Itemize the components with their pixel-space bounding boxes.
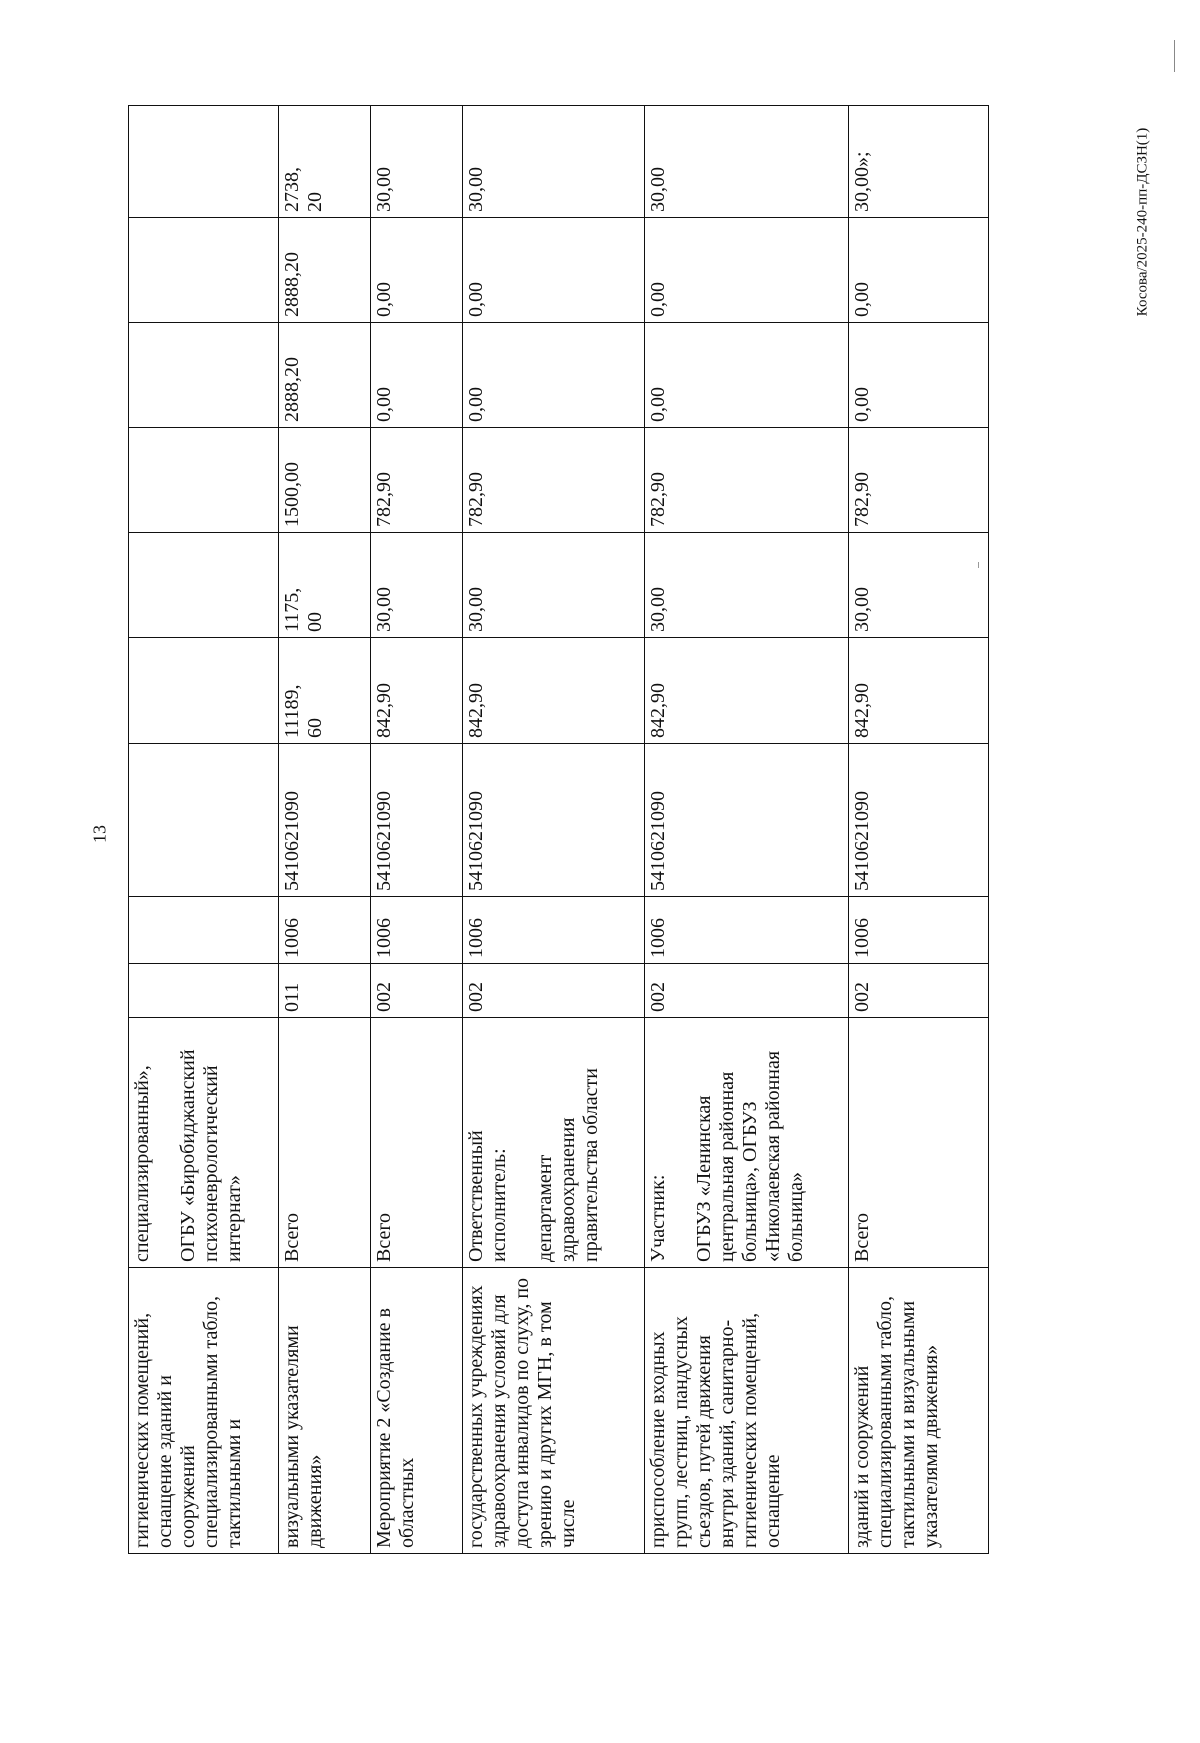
cell-y2021: 30,00 [645, 533, 849, 638]
cell-rzpr: 1006 [463, 897, 645, 964]
cell-total: 842,90 [371, 638, 463, 744]
cell-rzpr [129, 897, 279, 964]
cell-activity: государственных учреждениях здравоохранения условий для доступа инвалидов по слуху, по зрению и других МГН, в том числе [463, 1268, 645, 1554]
cell-executor: Всего [371, 1018, 463, 1268]
cell-executor: Всего [849, 1018, 989, 1268]
cell-grbs: 002 [849, 964, 989, 1018]
budget-table [128, 105, 989, 1554]
cell-y2021: 30,00 [849, 533, 989, 638]
cell-y2025: 2738, 20 [279, 106, 371, 218]
cell-y2023: 2888,20 [279, 323, 371, 428]
document-code: Косова/2025-240-пп-ДСЗН(1) [1134, 127, 1151, 317]
table-row [645, 106, 849, 1554]
cell-csr: 5410621090 [849, 744, 989, 897]
cell-rzpr: 1006 [645, 897, 849, 964]
cell-y2024: 0,00 [371, 218, 463, 323]
cell-y2024 [129, 218, 279, 323]
rotated-table-frame [128, 106, 988, 1554]
table-row [129, 106, 279, 1554]
cell-y2021: 1175, 00 [279, 533, 371, 638]
cell-total: 11189, 60 [279, 638, 371, 744]
cell-activity: приспособление входных групп, лестниц, пандусных съездов, путей движения внутри зданий, санитарно-гигиенических помещений, оснащение [645, 1268, 849, 1554]
table-row [279, 106, 371, 1554]
cell-executor: Всего [279, 1018, 371, 1268]
cell-activity: гигиенических помещений, оснащение зданий и сооружений специализированными табло, тактильными и [129, 1268, 279, 1554]
cell-rzpr: 1006 [279, 897, 371, 964]
cell-y2021: 30,00 [463, 533, 645, 638]
cell-y2023: 0,00 [463, 323, 645, 428]
cell-y2025 [129, 106, 279, 218]
cell-y2022: 782,90 [371, 428, 463, 533]
table-row [463, 106, 645, 1554]
cell-total: 842,90 [849, 638, 989, 744]
cell-rzpr: 1006 [849, 897, 989, 964]
cell-y2021 [129, 533, 279, 638]
cell-grbs [129, 964, 279, 1018]
cell-y2023 [129, 323, 279, 428]
cell-grbs: 011 [279, 964, 371, 1018]
cell-activity: визуальными указателями движения» [279, 1268, 371, 1554]
cell-csr [129, 744, 279, 897]
page-number: 13 [89, 825, 110, 843]
table-row [849, 106, 989, 1554]
cell-activity: Мероприятие 2 «Создание в областных [371, 1268, 463, 1554]
cell-y2023: 0,00 [849, 323, 989, 428]
cell-y2023: 0,00 [645, 323, 849, 428]
cell-y2022: 782,90 [849, 428, 989, 533]
cell-total: 842,90 [463, 638, 645, 744]
cell-y2024: 2888,20 [279, 218, 371, 323]
cell-y2024: 0,00 [463, 218, 645, 323]
margin-rule [1174, 40, 1175, 72]
cell-activity: зданий и сооружений специализированными табло, тактильными и визуальными указателями движения» [849, 1268, 989, 1554]
cell-y2025: 30,00 [645, 106, 849, 218]
cell-csr: 5410621090 [645, 744, 849, 897]
cell-y2022: 782,90 [463, 428, 645, 533]
cell-executor: Ответственный исполнитель: департамент здравоохранения правительства области [463, 1018, 645, 1268]
cell-grbs: 002 [463, 964, 645, 1018]
cell-executor: специализированный», ОГБУ «Биробиджанский психоневрологический интернат» [129, 1018, 279, 1268]
cell-csr: 5410621090 [463, 744, 645, 897]
cell-y2023: 0,00 [371, 323, 463, 428]
cell-rzpr: 1006 [371, 897, 463, 964]
cell-y2025: 30,00»; [849, 106, 989, 218]
cell-grbs: 002 [645, 964, 849, 1018]
cell-y2024: 0,00 [645, 218, 849, 323]
cell-y2022 [129, 428, 279, 533]
rotated-table-container [128, 106, 988, 1554]
cell-y2021: 30,00 [371, 533, 463, 638]
cell-executor: Участник: ОГБУЗ «Ленинская центральная районная больница», ОГБУЗ «Николаевская районная больница» [645, 1018, 849, 1268]
table-row [371, 106, 463, 1554]
cell-y2022: 782,90 [645, 428, 849, 533]
cell-y2025: 30,00 [463, 106, 645, 218]
cell-total [129, 638, 279, 744]
cell-csr: 5410621090 [279, 744, 371, 897]
cell-csr: 5410621090 [371, 744, 463, 897]
cell-grbs: 002 [371, 964, 463, 1018]
cell-y2025: 30,00 [371, 106, 463, 218]
cell-y2024: 0,00 [849, 218, 989, 323]
cell-total: 842,90 [645, 638, 849, 744]
cell-y2022: 1500,00 [279, 428, 371, 533]
